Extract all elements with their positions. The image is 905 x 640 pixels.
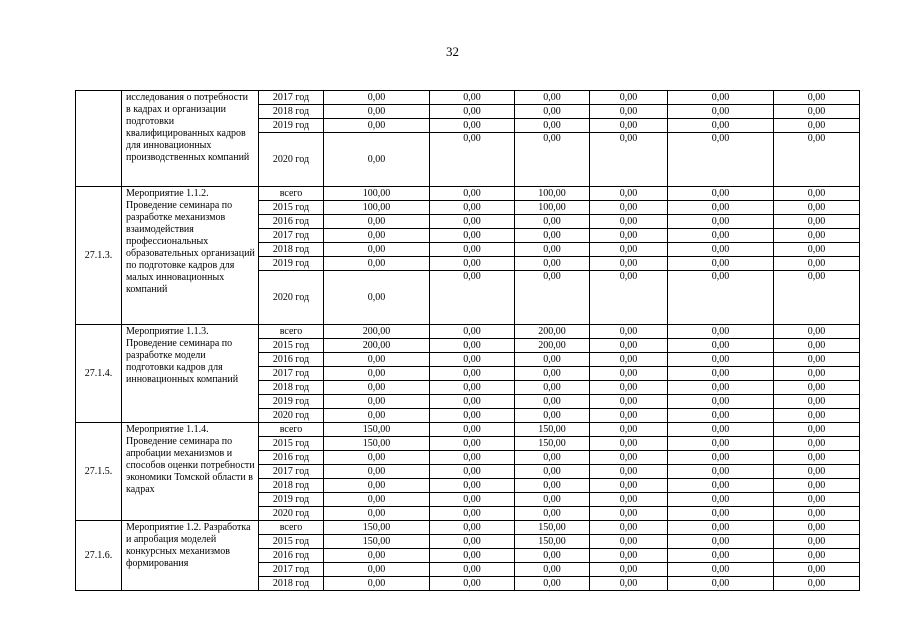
year-cell: 2018 год [259, 479, 324, 493]
year-cell: 2018 год [259, 577, 324, 591]
value-cell: 0,00 [590, 423, 668, 437]
year-cell: 2019 год [259, 395, 324, 409]
value-cell: 100,00 [324, 187, 430, 201]
value-cell: 0,00 [590, 381, 668, 395]
value-cell: 0,00 [668, 367, 774, 381]
value-cell: 0,00 [590, 353, 668, 367]
value-cell: 200,00 [324, 325, 430, 339]
value-cell: 0,00 [430, 243, 515, 257]
year-cell: 2015 год [259, 339, 324, 353]
year-cell: 2019 год [259, 119, 324, 133]
value-cell: 0,00 [774, 257, 860, 271]
value-cell: 0,00 [668, 409, 774, 423]
value-cell: 0,00 [668, 187, 774, 201]
value-cell: 0,00 [430, 201, 515, 215]
value-cell: 0,00 [324, 271, 430, 325]
activity-name-cell: Мероприятие 1.1.4. Проведение семинара по апробации механизмов и способов оценки потребности экономики Томской области в кадрах [122, 423, 259, 521]
value-cell: 150,00 [515, 437, 590, 451]
value-cell: 150,00 [324, 437, 430, 451]
item-number-cell: 27.1.5. [76, 423, 122, 521]
value-cell: 0,00 [668, 339, 774, 353]
value-cell: 0,00 [590, 243, 668, 257]
value-cell: 0,00 [324, 105, 430, 119]
value-cell: 0,00 [324, 381, 430, 395]
value-cell: 0,00 [668, 133, 774, 187]
value-cell: 0,00 [430, 271, 515, 325]
value-cell: 0,00 [590, 257, 668, 271]
value-cell: 0,00 [590, 535, 668, 549]
value-cell: 0,00 [430, 493, 515, 507]
value-cell: 0,00 [515, 395, 590, 409]
value-cell: 0,00 [430, 507, 515, 521]
value-cell: 0,00 [590, 339, 668, 353]
value-cell: 100,00 [515, 201, 590, 215]
value-cell: 200,00 [515, 339, 590, 353]
value-cell: 0,00 [774, 423, 860, 437]
value-cell: 0,00 [515, 577, 590, 591]
page-number: 32 [446, 44, 459, 59]
value-cell: 0,00 [590, 479, 668, 493]
value-cell: 0,00 [668, 549, 774, 563]
table-row [76, 325, 860, 339]
value-cell: 0,00 [430, 549, 515, 563]
value-cell: 0,00 [668, 215, 774, 229]
value-cell: 150,00 [515, 521, 590, 535]
value-cell: 0,00 [590, 409, 668, 423]
value-cell: 0,00 [324, 549, 430, 563]
value-cell: 0,00 [668, 577, 774, 591]
value-cell: 0,00 [668, 105, 774, 119]
value-cell: 0,00 [774, 325, 860, 339]
value-cell: 0,00 [430, 257, 515, 271]
activity-name-cell: Мероприятие 1.1.3. Проведение семинара по разработке модели подготовки кадров для инновационных компаний [122, 325, 259, 423]
value-cell: 0,00 [774, 105, 860, 119]
value-cell: 0,00 [774, 367, 860, 381]
value-cell: 0,00 [515, 381, 590, 395]
activity-name-cell: Мероприятие 1.2. Разработка и апробация моделей конкурсных механизмов формирования [122, 521, 259, 591]
value-cell: 0,00 [430, 521, 515, 535]
value-cell: 0,00 [590, 493, 668, 507]
value-cell: 0,00 [668, 465, 774, 479]
value-cell: 0,00 [515, 409, 590, 423]
value-cell: 0,00 [774, 353, 860, 367]
value-cell: 0,00 [324, 91, 430, 105]
item-number-cell: 27.1.6. [76, 521, 122, 591]
year-cell: 2020 год [259, 507, 324, 521]
year-cell: всего [259, 423, 324, 437]
value-cell: 0,00 [668, 257, 774, 271]
value-cell: 0,00 [430, 381, 515, 395]
year-cell: 2018 год [259, 105, 324, 119]
value-cell: 0,00 [430, 229, 515, 243]
value-cell: 0,00 [590, 563, 668, 577]
value-cell: 0,00 [430, 409, 515, 423]
year-cell: 2017 год [259, 367, 324, 381]
value-cell: 0,00 [430, 465, 515, 479]
value-cell: 0,00 [774, 465, 860, 479]
value-cell: 0,00 [430, 535, 515, 549]
value-cell: 150,00 [324, 521, 430, 535]
value-cell: 0,00 [515, 243, 590, 257]
year-cell: 2018 год [259, 243, 324, 257]
value-cell: 0,00 [774, 479, 860, 493]
value-cell: 0,00 [515, 215, 590, 229]
value-cell: 0,00 [430, 187, 515, 201]
value-cell: 0,00 [590, 465, 668, 479]
value-cell: 150,00 [324, 423, 430, 437]
value-cell: 0,00 [668, 479, 774, 493]
value-cell: 0,00 [324, 119, 430, 133]
value-cell: 0,00 [774, 201, 860, 215]
year-cell: 2020 год [259, 271, 324, 325]
value-cell: 0,00 [324, 465, 430, 479]
value-cell: 0,00 [590, 577, 668, 591]
year-cell: 2017 год [259, 229, 324, 243]
value-cell: 0,00 [324, 577, 430, 591]
value-cell: 0,00 [515, 563, 590, 577]
value-cell: 0,00 [774, 187, 860, 201]
year-cell: всего [259, 187, 324, 201]
value-cell: 0,00 [590, 187, 668, 201]
value-cell: 0,00 [324, 395, 430, 409]
value-cell: 0,00 [324, 133, 430, 187]
year-cell: 2020 год [259, 133, 324, 187]
value-cell: 0,00 [515, 105, 590, 119]
value-cell: 0,00 [668, 91, 774, 105]
value-cell: 0,00 [590, 549, 668, 563]
value-cell: 0,00 [668, 201, 774, 215]
value-cell: 0,00 [590, 271, 668, 325]
year-cell: всего [259, 521, 324, 535]
value-cell: 0,00 [515, 133, 590, 187]
value-cell: 0,00 [590, 507, 668, 521]
value-cell: 0,00 [590, 119, 668, 133]
value-cell: 0,00 [324, 229, 430, 243]
value-cell: 0,00 [590, 395, 668, 409]
value-cell: 0,00 [430, 437, 515, 451]
value-cell: 150,00 [515, 535, 590, 549]
value-cell: 0,00 [668, 325, 774, 339]
value-cell: 0,00 [324, 563, 430, 577]
value-cell: 0,00 [324, 493, 430, 507]
value-cell: 0,00 [668, 119, 774, 133]
table-row [76, 91, 860, 105]
year-cell: 2020 год [259, 409, 324, 423]
value-cell: 0,00 [774, 215, 860, 229]
activity-name-cell: исследования о потребности в кадрах и организации подготовки квалифицированных кадров для инновационных производственных компаний [122, 91, 259, 187]
value-cell: 0,00 [324, 479, 430, 493]
value-cell: 0,00 [515, 229, 590, 243]
table-row [76, 521, 860, 535]
table-row [76, 423, 860, 437]
item-number-cell: 27.1.4. [76, 325, 122, 423]
value-cell: 0,00 [668, 423, 774, 437]
value-cell: 0,00 [774, 133, 860, 187]
value-cell: 0,00 [668, 493, 774, 507]
year-cell: 2016 год [259, 353, 324, 367]
value-cell: 0,00 [324, 215, 430, 229]
year-cell: 2019 год [259, 493, 324, 507]
value-cell: 0,00 [668, 395, 774, 409]
value-cell: 0,00 [774, 229, 860, 243]
value-cell: 0,00 [430, 119, 515, 133]
value-cell: 0,00 [774, 451, 860, 465]
year-cell: 2015 год [259, 535, 324, 549]
value-cell: 0,00 [324, 367, 430, 381]
year-cell: 2017 год [259, 91, 324, 105]
activity-name-cell: Мероприятие 1.1.2. Проведение семинара по разработке механизмов взаимодействия профессиональных образовательных организаций по подготовке кадров для малых инновационных компаний [122, 187, 259, 325]
value-cell: 0,00 [590, 521, 668, 535]
value-cell: 0,00 [324, 451, 430, 465]
value-cell: 0,00 [515, 507, 590, 521]
item-number-cell: 27.1.3. [76, 187, 122, 325]
budget-table [75, 90, 860, 591]
value-cell: 0,00 [668, 437, 774, 451]
item-number-cell [76, 91, 122, 187]
value-cell: 0,00 [774, 535, 860, 549]
value-cell: 0,00 [430, 395, 515, 409]
value-cell: 0,00 [430, 563, 515, 577]
value-cell: 200,00 [515, 325, 590, 339]
value-cell: 0,00 [430, 451, 515, 465]
value-cell: 0,00 [590, 229, 668, 243]
value-cell: 0,00 [430, 339, 515, 353]
value-cell: 0,00 [668, 451, 774, 465]
value-cell: 0,00 [668, 535, 774, 549]
value-cell: 0,00 [668, 229, 774, 243]
value-cell: 0,00 [430, 105, 515, 119]
value-cell: 0,00 [324, 409, 430, 423]
value-cell: 0,00 [668, 381, 774, 395]
value-cell: 0,00 [324, 353, 430, 367]
value-cell: 0,00 [590, 105, 668, 119]
value-cell: 0,00 [515, 493, 590, 507]
value-cell: 0,00 [430, 479, 515, 493]
value-cell: 0,00 [515, 91, 590, 105]
value-cell: 0,00 [430, 91, 515, 105]
year-cell: 2018 год [259, 381, 324, 395]
value-cell: 0,00 [774, 395, 860, 409]
value-cell: 0,00 [430, 577, 515, 591]
value-cell: 0,00 [668, 521, 774, 535]
value-cell: 0,00 [774, 243, 860, 257]
year-cell: всего [259, 325, 324, 339]
value-cell: 0,00 [515, 549, 590, 563]
value-cell: 0,00 [774, 549, 860, 563]
value-cell: 0,00 [515, 119, 590, 133]
value-cell: 0,00 [515, 451, 590, 465]
value-cell: 0,00 [774, 271, 860, 325]
year-cell: 2017 год [259, 563, 324, 577]
value-cell: 0,00 [774, 577, 860, 591]
value-cell: 0,00 [590, 325, 668, 339]
value-cell: 0,00 [324, 243, 430, 257]
year-cell: 2015 год [259, 437, 324, 451]
year-cell: 2017 год [259, 465, 324, 479]
value-cell: 0,00 [774, 437, 860, 451]
value-cell: 0,00 [774, 381, 860, 395]
value-cell: 0,00 [668, 507, 774, 521]
value-cell: 0,00 [430, 325, 515, 339]
value-cell: 0,00 [668, 243, 774, 257]
value-cell: 100,00 [515, 187, 590, 201]
value-cell: 0,00 [430, 353, 515, 367]
year-cell: 2016 год [259, 549, 324, 563]
value-cell: 0,00 [515, 465, 590, 479]
value-cell: 0,00 [430, 423, 515, 437]
value-cell: 200,00 [324, 339, 430, 353]
value-cell: 150,00 [324, 535, 430, 549]
value-cell: 0,00 [668, 271, 774, 325]
value-cell: 0,00 [515, 367, 590, 381]
value-cell: 0,00 [774, 521, 860, 535]
year-cell: 2016 год [259, 215, 324, 229]
value-cell: 0,00 [590, 451, 668, 465]
value-cell: 0,00 [430, 367, 515, 381]
budget-table-container [75, 90, 839, 591]
value-cell: 0,00 [324, 257, 430, 271]
value-cell: 0,00 [515, 353, 590, 367]
value-cell: 0,00 [590, 215, 668, 229]
value-cell: 0,00 [324, 507, 430, 521]
year-cell: 2015 год [259, 201, 324, 215]
value-cell: 0,00 [774, 409, 860, 423]
value-cell: 150,00 [515, 423, 590, 437]
value-cell: 0,00 [668, 563, 774, 577]
value-cell: 0,00 [590, 133, 668, 187]
value-cell: 0,00 [774, 563, 860, 577]
value-cell: 0,00 [590, 91, 668, 105]
value-cell: 0,00 [515, 479, 590, 493]
value-cell: 0,00 [590, 437, 668, 451]
budget-table-body [76, 91, 860, 591]
value-cell: 0,00 [774, 507, 860, 521]
year-cell: 2019 год [259, 257, 324, 271]
value-cell: 0,00 [774, 339, 860, 353]
value-cell: 0,00 [774, 493, 860, 507]
value-cell: 0,00 [515, 257, 590, 271]
value-cell: 0,00 [590, 201, 668, 215]
value-cell: 0,00 [430, 133, 515, 187]
value-cell: 0,00 [430, 215, 515, 229]
value-cell: 0,00 [515, 271, 590, 325]
value-cell: 0,00 [774, 91, 860, 105]
year-cell: 2016 год [259, 451, 324, 465]
value-cell: 0,00 [590, 367, 668, 381]
value-cell: 100,00 [324, 201, 430, 215]
table-row [76, 187, 860, 201]
value-cell: 0,00 [668, 353, 774, 367]
value-cell: 0,00 [774, 119, 860, 133]
